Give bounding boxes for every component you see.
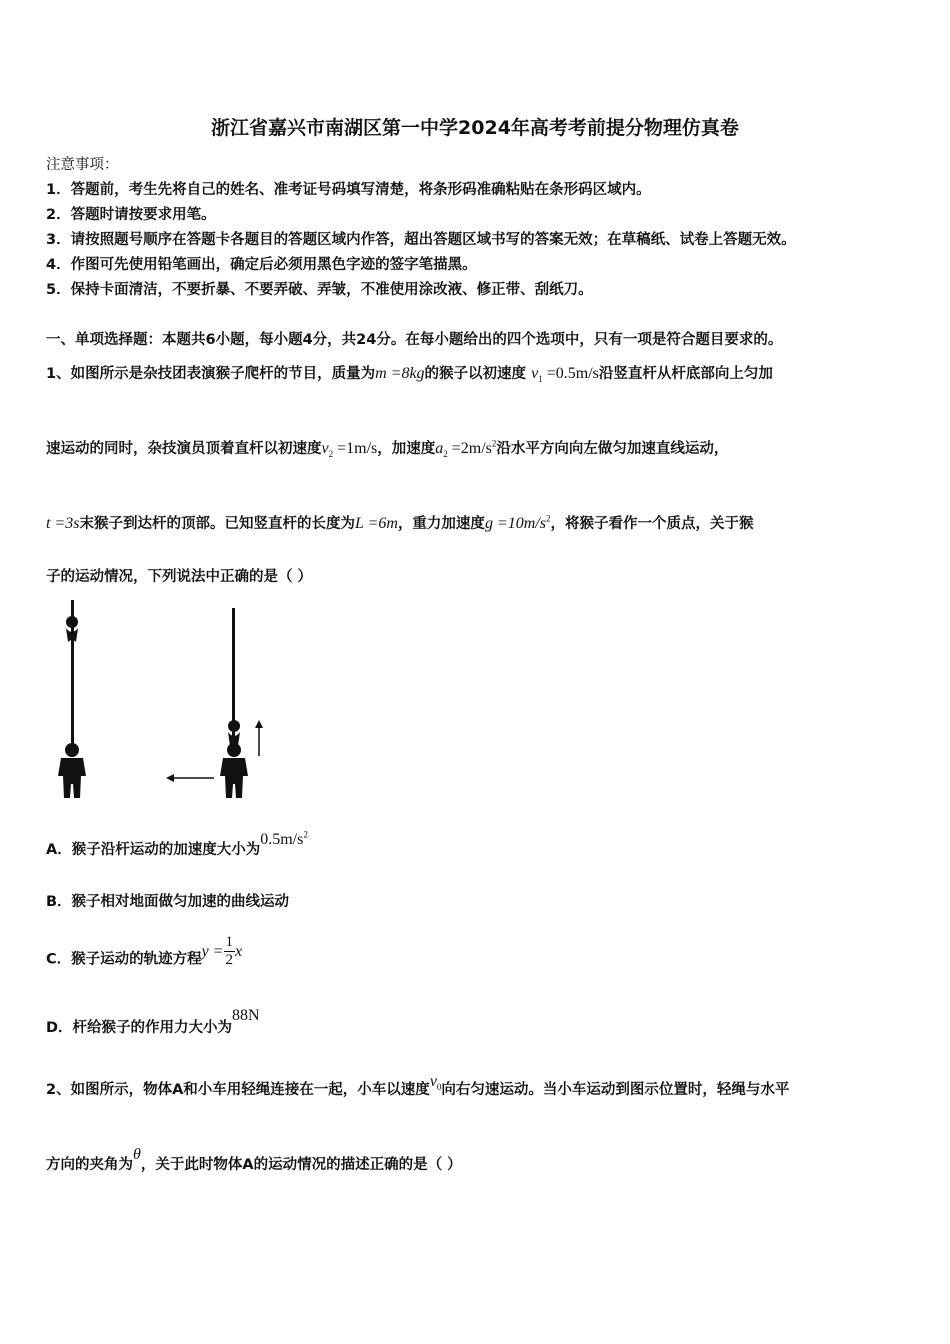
notice-item: 2．答题时请按要求用笔。 — [46, 207, 216, 223]
q2-text: 方向的夹角为 — [46, 1157, 133, 1173]
pole-initial-icon — [58, 600, 86, 798]
option-c[interactable]: C．猴子运动的轨迹方程y = $\frac{1}{2}$ x — [46, 934, 243, 968]
v2-value: $v_2 =1m/s$ — [321, 440, 378, 460]
q2-line-1 — [46, 1073, 790, 1100]
notice-item: 5．保持卡面清洁，不要折暴、不要弄破、弄皱，不准使用涂改液、修正带、刮纸刀。 — [46, 282, 593, 298]
q2-line-2 — [46, 1146, 462, 1174]
option-d[interactable]: D．杆给猴子的作用力大小为88N — [46, 1007, 260, 1036]
v0-value: $v_0$ — [429, 1073, 442, 1093]
option-a[interactable]: A．猴子沿杆运动的加速度大小为$0.5m/s^2$ — [46, 829, 308, 858]
q1-line-2 — [46, 437, 728, 459]
notice-heading: 注意事项： — [46, 157, 119, 173]
q2-text: 向右匀速运动。当小车运动到图示位置时，轻绳与水平 — [441, 1082, 790, 1098]
v1-value: $v_1 =0.5m/s$ — [531, 365, 599, 385]
up-arrow-icon — [255, 720, 263, 756]
q1-line-4: 子的运动情况，下列说法中正确的是（ ） — [46, 569, 313, 585]
q1-text: ，将猴子看作一个质点，关于猴 — [550, 516, 754, 532]
notice-item: 4．作图可先使用铅笔画出，确定后必须用黑色字迹的签字笔描黑。 — [46, 257, 477, 273]
length-value: L =6m — [354, 515, 398, 532]
g-value: $g =10m/s^2$ — [484, 513, 551, 532]
section-heading: 一、单项选择题：本题共6小题，每小题4分，共24分。在每小题给出的四个选项中，只有一项是符合题目要求的。 — [46, 332, 783, 348]
q1-text: 1、如图所示是杂技团表演猴子爬杆的节目，质量为 — [46, 366, 376, 382]
t-value: t =3s — [46, 515, 80, 532]
monkey-pole-figure — [46, 598, 276, 808]
mass-value: m =8kg — [375, 365, 425, 382]
q1-text: 沿水平方向向左做匀加速直线运动， — [496, 441, 729, 457]
q2-text: ，关于此时物体A的运动情况的描述正确的是（ ） — [140, 1157, 462, 1173]
q1-text: ，重力加速度 — [397, 516, 485, 532]
theta-symbol: θ — [133, 1146, 141, 1163]
q1-line-3 — [46, 512, 753, 533]
exam-title: 浙江省嘉兴市南湖区第一中学2024年高考考前提分物理仿真卷 — [211, 117, 739, 139]
notice-item: 3．请按照题号顺序在答题卡各题目的答题区域内作答，超出答题区域书写的答案无效；在草稿纸、试卷上答题无效。 — [46, 232, 796, 248]
q2-text: 2、如图所示，物体A和小车用轻绳连接在一起，小车以速度 — [46, 1082, 430, 1098]
q1-text: 速运动的同时，杂技演员顶着直杆以初速度 — [46, 441, 322, 457]
q1-text: 沿竖直杆从杆底部向上匀加 — [598, 366, 773, 382]
pole-moving-icon — [220, 608, 248, 798]
a2-value: $a_2 =2m/s^2$ — [435, 438, 497, 460]
q1-text: ，加速度 — [377, 441, 436, 457]
q1-line-1 — [46, 362, 773, 384]
q1-text: 的猴子以初速度 — [424, 366, 527, 382]
q1-text: 末猴子到达杆的顶部。已知竖直杆的长度为 — [79, 516, 355, 532]
notice-item: 1．答题前，考生先将自己的姓名、准考证号码填写清楚，将条形码准确粘贴在条形码区域内。 — [46, 182, 651, 198]
left-arrow-icon — [166, 774, 214, 782]
option-b[interactable]: B．猴子相对地面做匀加速的曲线运动 — [46, 894, 290, 910]
